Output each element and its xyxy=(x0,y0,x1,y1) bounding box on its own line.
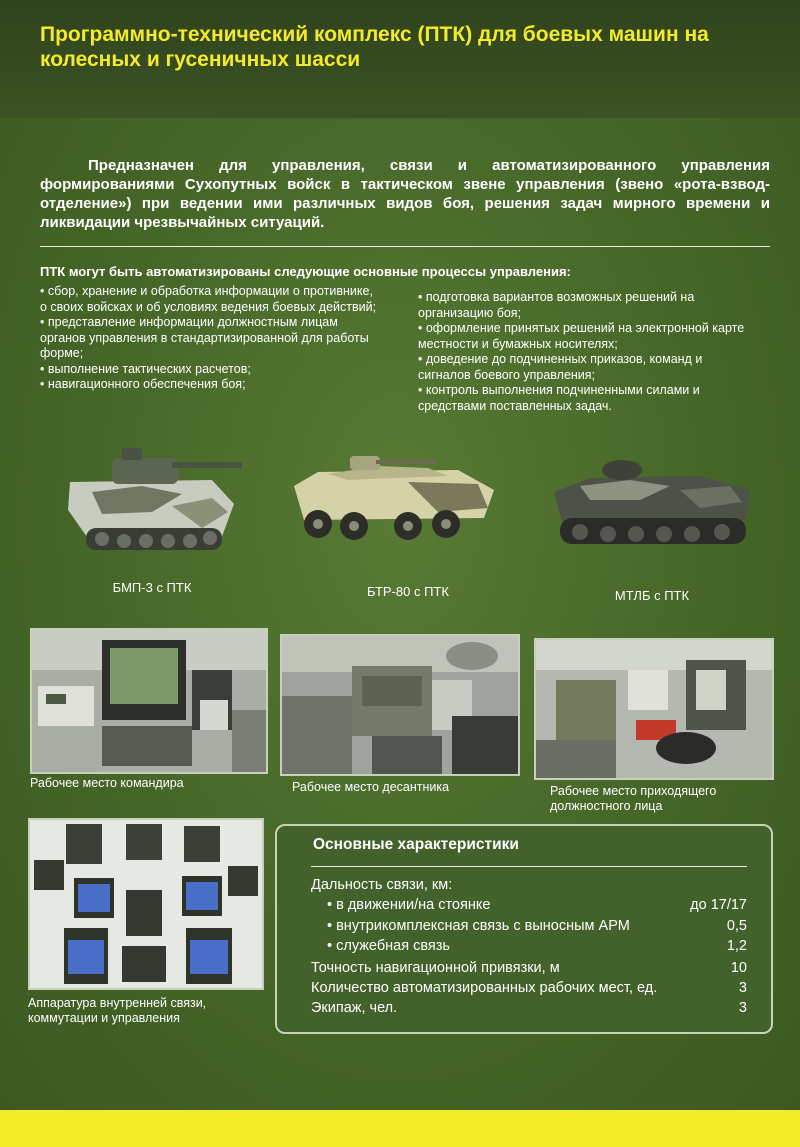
spec-label: Дальность связи, км: xyxy=(311,877,453,893)
processes-left-column xyxy=(40,284,380,393)
commander-workplace-caption: Рабочее место командира xyxy=(30,776,184,790)
spec-value: 10 xyxy=(730,960,747,976)
spec-label: • в движении/на стоянке xyxy=(327,897,491,913)
spec-value: 3 xyxy=(738,980,747,996)
mtlb-vehicle-image xyxy=(550,456,760,556)
header-band xyxy=(0,0,800,118)
spec-value: 1,2 xyxy=(726,938,747,954)
bmp3-vehicle-image xyxy=(62,432,242,562)
process-item: • выполнение тактических расчетов; xyxy=(40,361,251,376)
process-item: • контроль выполнения подчиненными силами и средствами поставленных задач. xyxy=(418,383,700,413)
vehicle-label-mtlb: МТЛБ с ПТК xyxy=(614,588,690,603)
process-item: • оформление принятых решений на электронной карте местности и бумажных носителях; xyxy=(418,321,745,351)
vehicle-label-bmp3: БМП-3 с ПТК xyxy=(112,580,192,595)
commander-workplace-photo xyxy=(30,628,268,774)
process-item: • представление информации должностным лицам органов управления в стандартизированной для работы форме; xyxy=(40,315,369,360)
spec-label: • внутрикомплексная связь с выносным АРМ xyxy=(327,918,630,934)
spec-label: Количество автоматизированных рабочих мест, ед. xyxy=(311,980,658,996)
btr80-vehicle-image xyxy=(288,452,503,547)
process-item: • подготовка вариантов возможных решений на организацию боя; xyxy=(418,290,695,320)
trooper-workplace-caption: Рабочее место десантника xyxy=(292,780,450,794)
spec-value: 0,5 xyxy=(726,918,747,934)
process-item: • доведение до подчиненных приказов, команд и сигналов боевого управления; xyxy=(418,352,703,382)
vehicle-label-btr80: БТР-80 с ПТК xyxy=(367,584,449,599)
specs-divider xyxy=(311,866,747,867)
spec-value: 3 xyxy=(738,1000,747,1016)
processes-right-column xyxy=(418,290,758,414)
specs-panel xyxy=(275,824,773,1034)
equipment-caption: Аппаратура внутренней связи, коммутации и управления xyxy=(28,996,207,1025)
spec-label: Точность навигационной привязки, м xyxy=(311,960,560,976)
specs-title: Основные характеристики xyxy=(313,836,519,853)
spec-label: Экипаж, чел. xyxy=(311,1000,398,1016)
processes-heading: ПТК могут быть автоматизированы следующие основные процессы управления: xyxy=(40,264,571,279)
spec-label: • служебная связь xyxy=(327,938,450,954)
equipment-photo xyxy=(28,818,264,990)
intro-divider xyxy=(40,246,770,247)
intro-paragraph: Предназначен для управления, связи и автоматизированного управления формированиями Сухопутных войск в тактическом звене управления (звено «рота-взвод-отделение») при ведении ими различных видов боя, решения задач мирного времени и ликвидации чрезвычайных ситуаций. xyxy=(40,157,770,231)
process-item: • сбор, хранение и обработка информации о противнике, о своих войсках и об условиях ведения боевых действий; xyxy=(40,284,377,314)
footer-band xyxy=(0,1110,800,1147)
process-item: • навигационного обеспечения боя; xyxy=(40,377,246,391)
visiting-officer-workplace-caption: Рабочее место приходящего должностного лица xyxy=(550,784,717,813)
trooper-workplace-photo xyxy=(280,634,520,776)
spec-value: до 17/17 xyxy=(690,897,747,913)
visiting-officer-workplace-photo xyxy=(534,638,774,780)
page-title: Программно-технический комплекс (ПТК) для боевых машин на колесных и гусеничных шасси xyxy=(40,23,709,71)
